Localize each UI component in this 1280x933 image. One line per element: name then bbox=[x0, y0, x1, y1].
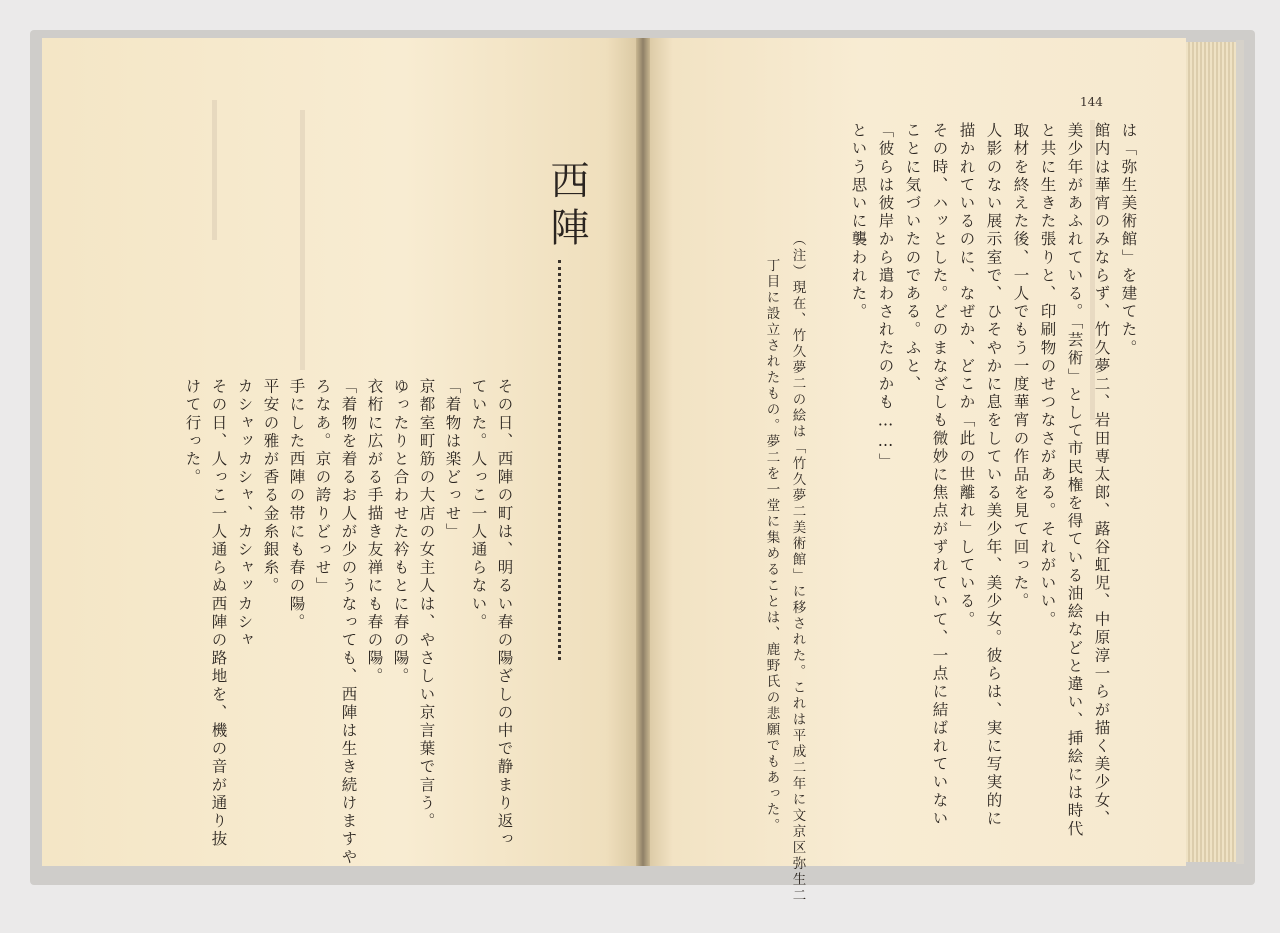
text-line: けて行った。 bbox=[183, 378, 202, 487]
text-line: 「彼らは彼岸から遣わされたのかも……」 bbox=[876, 122, 895, 471]
text-line: は「弥生美術館」を建てた。 bbox=[1119, 122, 1138, 358]
text-line: ろなあ。京の誇りどっせ」 bbox=[313, 378, 332, 596]
note-line: （注）現在、竹久夢二の絵は「竹久夢二美術館」に移された。これは平成二年に文京区弥生二 bbox=[789, 232, 806, 904]
note-line: 丁目に設立されたもの。夢二を一堂に集めることは、鹿野氏の悲願でもあった。 bbox=[763, 258, 780, 834]
text-line: ていた。人っこ一人通らない。 bbox=[469, 378, 488, 632]
text-line: 「着物は楽どっせ」 bbox=[443, 378, 462, 541]
page-stack-edge bbox=[1186, 42, 1238, 862]
text-line: ゆったりと合わせた衿もとに春の陽。 bbox=[391, 378, 410, 686]
text-line: カシャッカシャ、カシャッカシャ bbox=[235, 378, 254, 650]
text-line: 館内は華宵のみならず、竹久夢二、岩田専太郎、蕗谷虹児、中原淳一らが描く美少女、 bbox=[1092, 122, 1111, 828]
text-line: ことに気づいたのである。ふと、 bbox=[903, 122, 922, 394]
title-dotted-rule bbox=[558, 260, 561, 660]
text-line: 「着物を着るお人が少のうなっても、西陣は生き続けますや bbox=[339, 378, 358, 867]
chapter-title: 西陣 bbox=[544, 160, 589, 254]
show-through bbox=[212, 100, 217, 240]
text-line: 描かれているのに、なぜか、どこか「此の世離れ」している。 bbox=[957, 122, 976, 629]
text-line: 人影のない展示室で、ひそやかに息をしている美少年、美少女。彼らは、実に写実的に bbox=[984, 122, 1003, 828]
text-line: その時、ハッとした。どのまなざしも微妙に焦点がずれていて、一点に結ばれていない bbox=[930, 122, 949, 828]
text-line: 京都室町筋の大店の女主人は、やさしい京言葉で言う。 bbox=[417, 378, 436, 831]
text-line: 美少年があふれている。「芸術」として市民権を得ている油絵などと違い、挿絵には時代 bbox=[1065, 122, 1084, 839]
page-number: 144 bbox=[1080, 95, 1103, 109]
text-line: と共に生きた張りと、印刷物のせつなさがある。それがいい。 bbox=[1038, 122, 1057, 629]
show-through bbox=[300, 110, 305, 370]
text-line: その日、西陣の町は、明るい春の陽ざしの中で静まり返っ bbox=[495, 378, 514, 849]
text-line: 平安の雅が香る金糸銀糸。 bbox=[261, 378, 280, 596]
text-line: 手にした西陣の帯にも春の陽。 bbox=[287, 378, 306, 632]
cover-edge bbox=[1236, 40, 1244, 864]
book-gutter bbox=[636, 38, 650, 866]
text-line: という思いに襲われた。 bbox=[849, 122, 868, 322]
text-line: 衣桁に広がる手描き友禅にも春の陽。 bbox=[365, 378, 384, 686]
text-line: 取材を終えた後、一人でもう一度華宵の作品を見て回った。 bbox=[1011, 122, 1030, 611]
text-line: その日、人っこ一人通らぬ西陣の路地を、機の音が通り抜 bbox=[209, 378, 228, 849]
